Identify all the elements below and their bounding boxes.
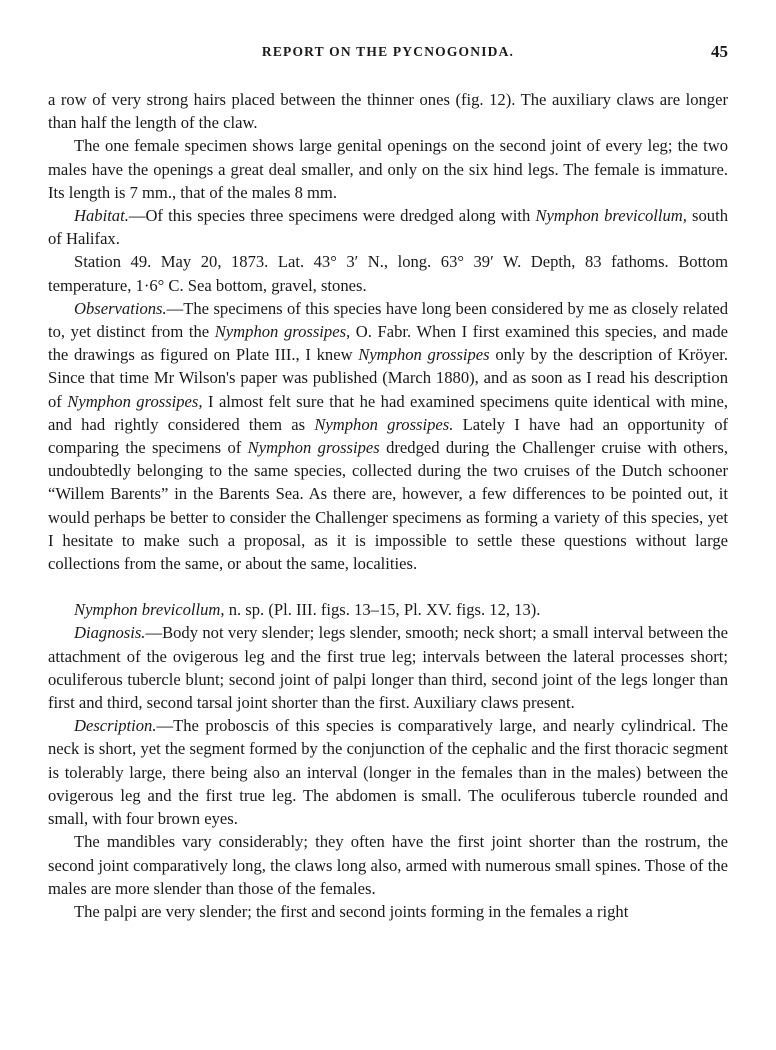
paragraph-description: Description.—The proboscis of this species is comparatively large, and nearly cylindrical. The neck is short, yet the segment formed by the conjunction of the cephalic and the first thoracic segment is tolerably large, there being also an interval (longer in the females than in the males) between the ovigerous leg and the first true leg. The abdomen is small. The oculiferous tubercle rounded and small, with four brown eyes. (48, 716, 728, 829)
page-number: 45 (711, 42, 728, 61)
paragraph-diagnosis: Diagnosis.—Body not very slender; legs slender, smooth; neck short; a small interval between the attachment of the ovigerous leg and the first true leg; intervals between the lateral processes short; oculiferous tubercle blunt; second joint of palpi longer than third, second joint of the legs longer than first and third, second tarsal joint shorter than the first. Auxiliary claws present. (48, 623, 728, 713)
observations-label: Observations. (74, 298, 167, 318)
paragraph-palpi: The palpi are very slender; the first and second joints forming in the females a right (74, 901, 629, 921)
paragraph-continued: a row of very strong hairs placed between the thinner ones (fig. 12). The auxiliary claws are longer than half the length of the claw. (48, 90, 728, 133)
habitat-label: Habitat. (74, 206, 129, 226)
running-title: REPORT ON THE PYCNOGONIDA. (261, 44, 515, 59)
diagnosis-label: Diagnosis. (74, 623, 146, 643)
paragraph-station: Station 49. May 20, 1873. Lat. 43° 3′ N., long. 63° 39′ W. Depth, 83 fathoms. Bottom temperature, 1·6° C. Sea bottom, gravel, stones. (48, 252, 728, 295)
species-name: Nymphon brevicollum, (535, 206, 687, 226)
paragraph-habitat: Habitat.—Of this species three specimens were dredged along with Nymphon brevicollum, south of Halifax. (48, 206, 728, 249)
description-label: Description. (74, 716, 157, 736)
paragraph-genital-openings: The one female specimen shows large genital openings on the second joint of every leg; the two males have the openings a great deal smaller, and only on the six hind legs. The female is immature. Its length is 7 mm., that of the males 8 mm. (48, 136, 728, 202)
species-heading: Nymphon brevicollum, n. sp. (Pl. III. figs. 13–15, Pl. XV. figs. 12, 13). (74, 600, 541, 620)
page-header (48, 44, 728, 66)
body-text (48, 88, 728, 923)
species-heading-name: Nymphon brevicollum, (74, 600, 225, 620)
paragraph-observations: Observations.—The specimens of this species have long been considered by me as closely related to, yet distinct from the Nymphon grossipes, O. Fabr. When I first examined this species, and made the drawings as figured on Plate III., I knew Nymphon grossipes only by the description of Kröyer. Since that time Mr Wilson's paper was published (March 1880), and as soon as I read his description of Nymphon grossipes, I almost felt sure that he had examined specimens quite identical with mine, and had rightly considered them as Nymphon grossipes. Lately I have had an opportunity of comparing the specimens of Nymphon grossipes dredged during the Challenger cruise with others, undoubtedly belonging to the same species, collected during the two cruises of the Dutch schooner “Willem Barents” in the Barents Sea. As there are, however, a few differences to be pointed out, it would perhaps be better to consider the Challenger specimens as forming a variety of this species, yet I hesitate to make such a proposal, as it is impossible to settle these questions without large collections from the same, or about the same, localities. (48, 298, 729, 574)
paragraph-mandibles: The mandibles vary considerably; they often have the first joint shorter than the rostrum, the second joint comparatively long, the claws long also, armed with numerous small spines. Those of the males are more slender than those of the females. (48, 832, 728, 898)
section-gap (48, 575, 728, 598)
